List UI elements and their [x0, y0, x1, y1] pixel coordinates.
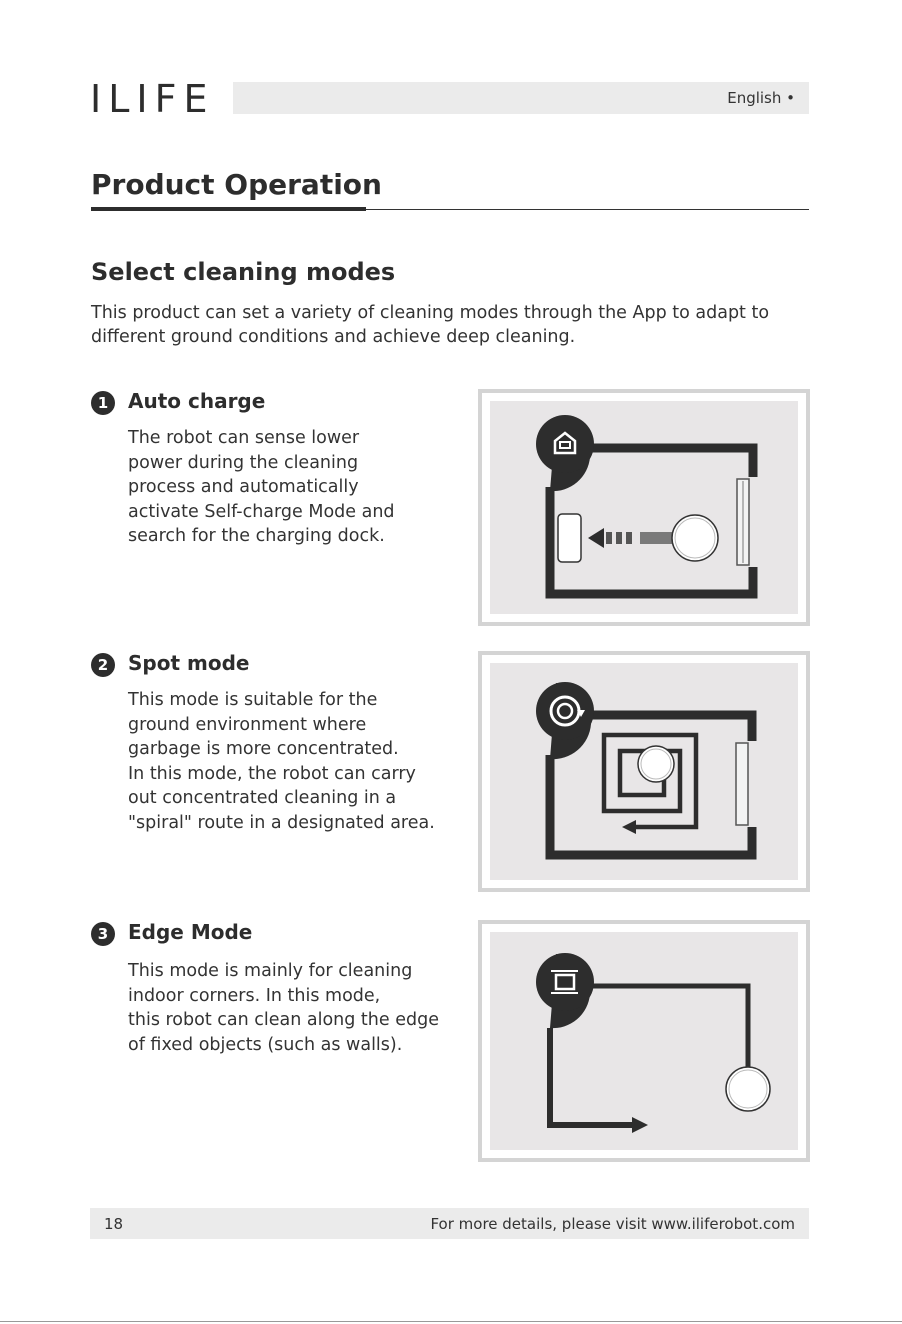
mode-description-line: power during the cleaning	[128, 452, 359, 473]
mode-number-badge: 2	[91, 653, 115, 677]
section-heading: Select cleaning modes	[91, 258, 396, 286]
language-label: English •	[727, 89, 795, 107]
auto-charge-illustration	[478, 389, 810, 626]
mode-description-line: out concentrated cleaning in a	[128, 788, 397, 808]
intro-paragraph	[91, 301, 821, 349]
mode-description-line: The robot can sense lower	[128, 428, 360, 448]
mode-title: Edge Mode	[128, 920, 253, 944]
header-bar	[233, 82, 809, 114]
footer-link-text: For more details, please visit www.iliferobot.com	[430, 1215, 795, 1233]
mode-title: Spot mode	[128, 651, 250, 675]
mode-description-line: garbage is more concentrated.	[128, 739, 399, 759]
edge-icon	[536, 953, 594, 1011]
mode-description	[128, 426, 395, 549]
mode-title: Auto charge	[128, 389, 266, 413]
mode-description-line: This mode is suitable for the	[128, 690, 378, 710]
mode-description-line: "spiral" route in a designated area.	[128, 812, 435, 833]
mode-description-line: this robot can clean along the edge	[128, 1010, 439, 1030]
brand-logo: ILIFE	[90, 77, 215, 121]
footer-bar	[90, 1208, 809, 1239]
mode-description-line: This mode is mainly for cleaning	[128, 961, 413, 981]
intro-line: This product can set a variety of cleaning modes through the App to adapt to	[91, 303, 770, 323]
mode-number-badge: 3	[91, 922, 115, 946]
page-bottom-rule	[0, 1321, 902, 1322]
mode-description-line: of fixed objects (such as walls).	[128, 1034, 403, 1055]
intro-line: different ground conditions and achieve deep cleaning.	[91, 327, 576, 347]
mode-description-line: ground environment where	[128, 714, 367, 735]
edge-mode-illustration	[478, 920, 810, 1162]
mode-description-line: indoor corners. In this mode,	[128, 985, 381, 1006]
spiral-icon	[536, 682, 594, 740]
mode-description-line: search for the charging dock.	[128, 526, 385, 546]
mode-description	[128, 688, 435, 835]
home-dock-icon	[536, 415, 594, 473]
mode-description-line: process and automatically	[128, 477, 359, 497]
title-underline	[91, 207, 366, 211]
mode-number-badge: 1	[91, 391, 115, 415]
page-number: 18	[104, 1215, 124, 1233]
mode-description-line: In this mode, the robot can carry	[128, 763, 416, 784]
page-title: Product Operation	[91, 168, 382, 201]
mode-description	[128, 959, 439, 1057]
spot-mode-illustration	[478, 651, 810, 892]
mode-description-line: activate Self-charge Mode and	[128, 501, 395, 522]
